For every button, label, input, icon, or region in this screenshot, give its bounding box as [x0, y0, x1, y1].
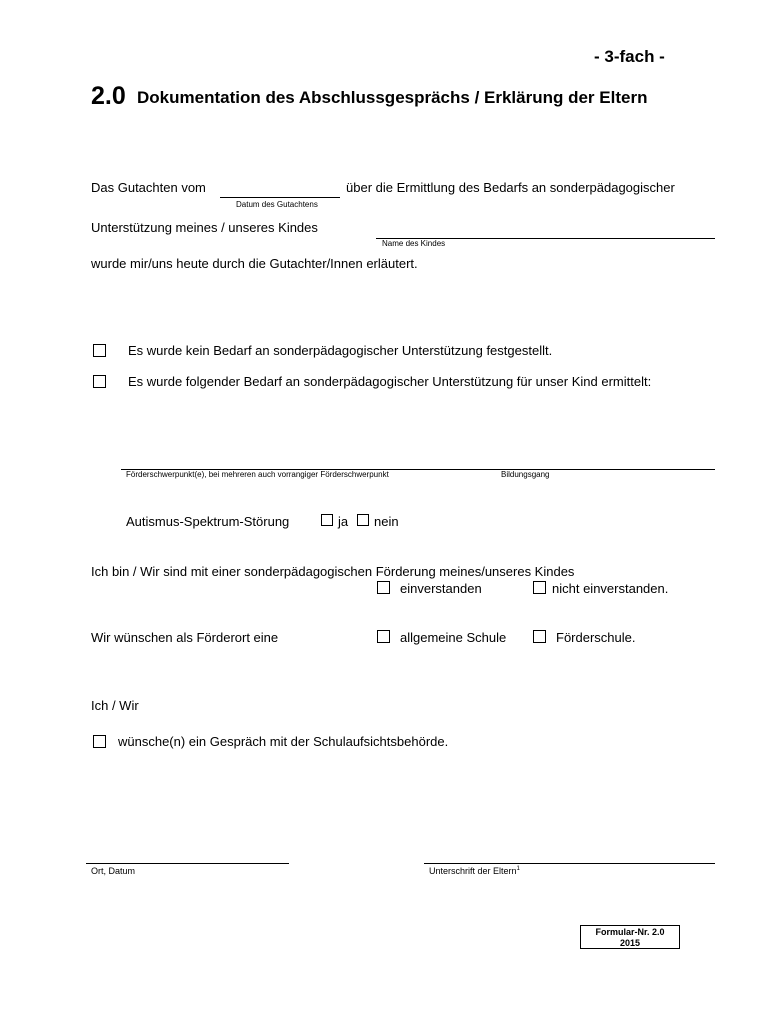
report-date-field[interactable] [220, 197, 340, 198]
disagree-label: nicht einverstanden. [552, 581, 669, 596]
child-name-caption: Name des Kindes [382, 239, 446, 248]
track-caption: Bildungsgang [501, 470, 550, 479]
autism-label: Autismus-Spektrum-Störung [126, 514, 290, 529]
request-meeting-label: wünsche(n) ein Gespräch mit der Schulaufsichtsbehörde. [118, 734, 449, 749]
checkbox-general-school[interactable] [377, 630, 390, 643]
option-no-need-label: Es wurde kein Bedarf an sonderpädagogischer Unterstützung festgestellt. [128, 343, 553, 358]
signature-field[interactable] [424, 863, 715, 864]
consent-statement: Ich bin / Wir sind mit einer sonderpädagogischen Förderung meines/unseres Kindes [91, 564, 575, 579]
intro-line1-suffix: über die Ermittlung des Bedarfs an sonderpädagogischer [346, 180, 675, 195]
page-title: Dokumentation des Abschlussgesprächs / Erklärung der Eltern [137, 88, 648, 107]
checkbox-agree[interactable] [377, 581, 390, 594]
checkbox-need-found[interactable] [93, 375, 106, 388]
autism-yes-label: ja [338, 514, 349, 529]
footnote-mark: 1 [516, 866, 520, 872]
checkbox-autism-yes[interactable] [321, 514, 333, 526]
date-caption: Datum des Gutachtens [236, 200, 318, 209]
focus-caption: Förderschwerpunkt(e), bei mehreren auch vorrangiger Förderschwerpunkt [126, 470, 389, 479]
form-number-box [580, 925, 680, 949]
form-number: Formular-Nr. 2.0 [595, 927, 665, 937]
checkbox-no-need[interactable] [93, 344, 106, 357]
general-school-label: allgemeine Schule [400, 630, 507, 645]
checkbox-request-meeting[interactable] [93, 735, 106, 748]
request-subject: Ich / Wir [91, 698, 139, 713]
intro-line2: Unterstützung meines / unseres Kindes [91, 220, 318, 235]
intro-line1-prefix: Das Gutachten vom [91, 180, 206, 195]
autism-no-label: nein [374, 514, 399, 529]
checkbox-autism-no[interactable] [357, 514, 369, 526]
option-need-found-label: Es wurde folgender Bedarf an sonderpädagogischer Unterstützung für unser Kind ermittelt: [128, 374, 652, 389]
intro-line3: wurde mir/uns heute durch die Gutachter/Innen erläutert. [91, 256, 418, 271]
special-school-label: Förderschule. [556, 630, 636, 645]
location-label: Wir wünschen als Förderort eine [91, 630, 279, 645]
section-number: 2.0 [91, 82, 126, 110]
checkbox-disagree[interactable] [533, 581, 546, 594]
place-date-caption: Ort, Datum [91, 866, 136, 876]
place-date-field[interactable] [86, 863, 289, 864]
signature-caption: Unterschrift der Eltern$^1$ [429, 866, 520, 876]
form-year: 2015 [619, 938, 641, 948]
checkbox-special-school[interactable] [533, 630, 546, 643]
agree-label: einverstanden [400, 581, 482, 596]
copies-note: - 3-fach - [594, 47, 665, 66]
